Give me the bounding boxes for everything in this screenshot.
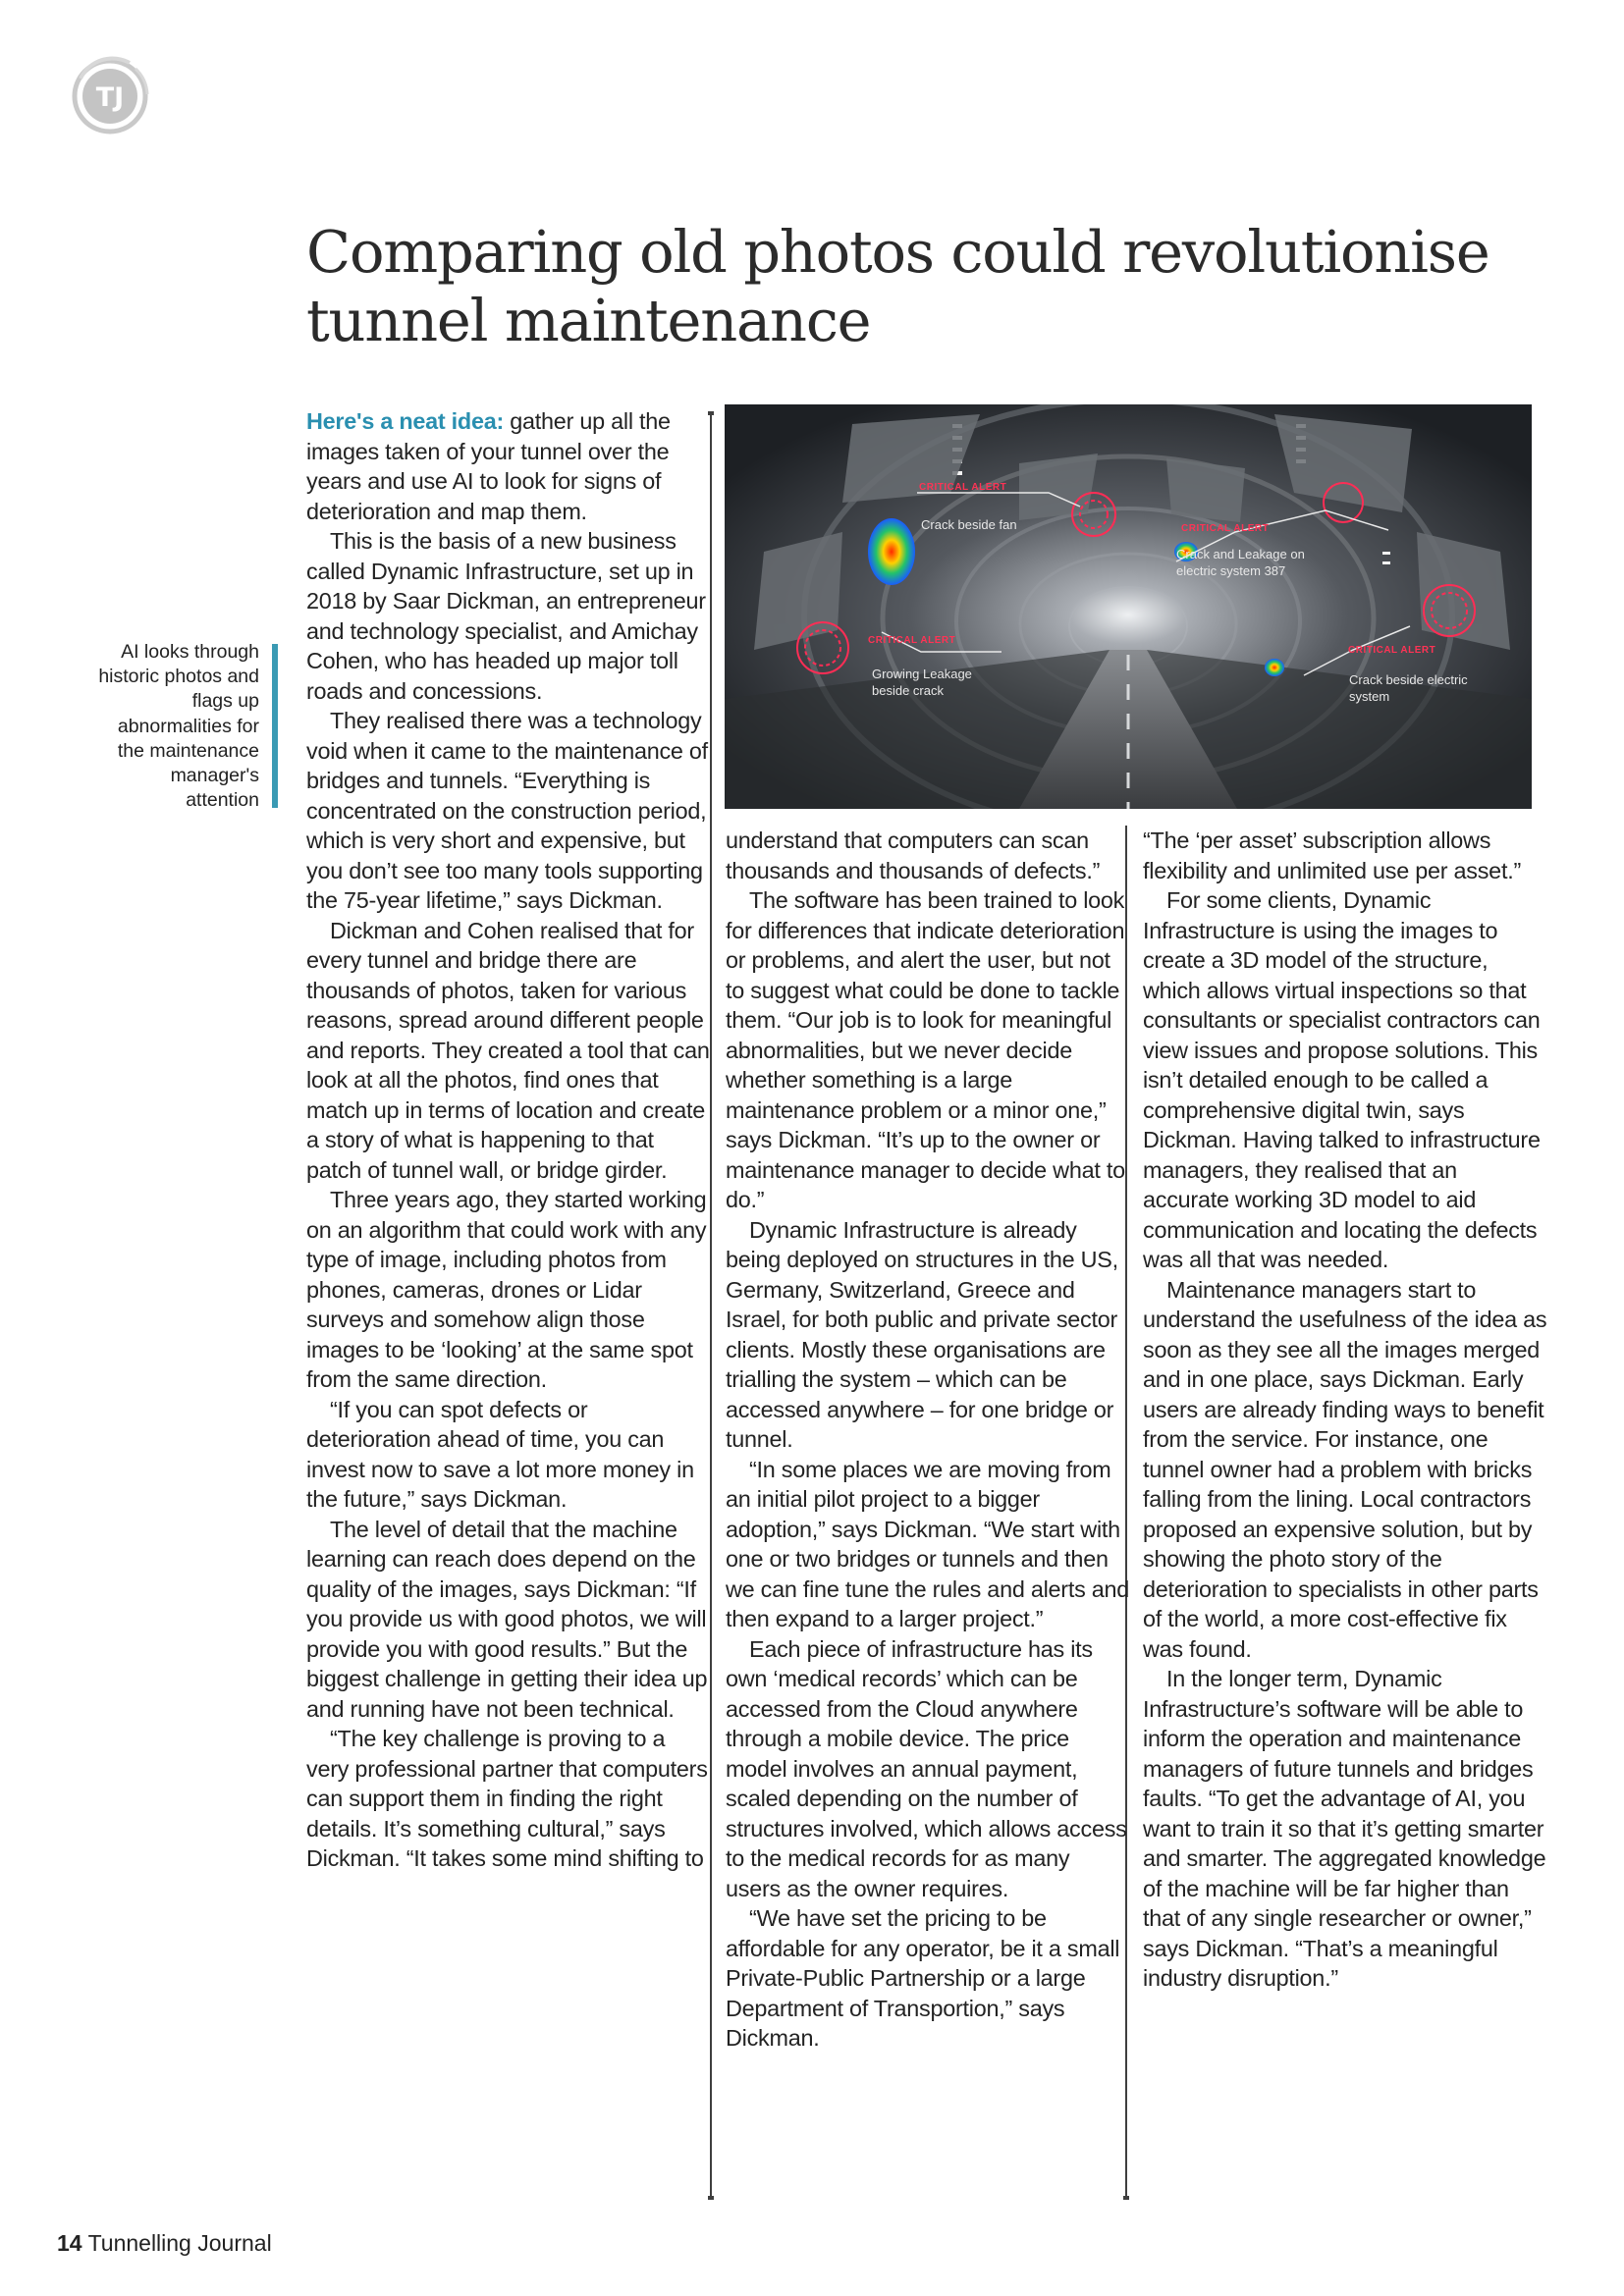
paragraph: “If you can spot defects or deterioration ahead of time, you can invest now to save a lot more money in the future,” says Dickman. bbox=[306, 1396, 694, 1512]
page-footer bbox=[57, 2230, 272, 2257]
paragraph: “The ‘per asset’ subscription allows flexibility and unlimited use per asset.” bbox=[1143, 828, 1521, 883]
alert-label: Crack beside electric system bbox=[1349, 672, 1468, 704]
paragraph: “We have set the pricing to be affordable for any operator, be it a small Private-Public Partnership or a large Department of Transportion,” says Dickman. bbox=[726, 1905, 1120, 2051]
paragraph: “In some places we are moving from an initial pilot project to a bigger adoption,” says Dickman. “We start with one or two bridges or tunnels and then we can fine tune the rules and alerts and then expand to a larger project.” bbox=[726, 1456, 1130, 1631]
paragraph: The level of detail that the machine learning can reach does depend on the quality of the images, says Dickman: “If you provide us with good photos, we will provide you with good results.” But the biggest challenge in getting their idea up and running have not been technical. bbox=[306, 1516, 708, 1722]
paragraph: Maintenance managers start to understand the usefulness of the idea as soon as they see all the images merged and in one place, says Dickman. Early users are already finding ways to benefit from the service. For instance, one tunnel owner had a problem with bricks falling from the lining. Local contractors proposed an expensive solution, but by showing the photo story of the deterioration to specialists in other parts of the world, a more cost-effective fix was found. bbox=[1143, 1276, 1547, 1662]
paragraph: They realised there was a technology void when it came to the maintenance of bridges and tunnels. “Everything is concentrated on the construction period, which is very short and expensive, but you don’t see too many tools supporting the 75-year lifetime,” says Dickman. bbox=[306, 708, 708, 913]
page-title: Comparing old photos could revolutionise tunnel maintenance bbox=[306, 218, 1489, 354]
paragraph: In the longer term, Dynamic Infrastructure’s software will be able to inform the operation and maintenance managers of future tunnels and bridges faults. “To get the advantage of AI, you want to train it so that it’s getting smarter and smarter. The aggregated knowledge of the machine will be far higher than that of any single researcher or owner,” says Dickman. “That’s a meaningful industry disruption.” bbox=[1143, 1666, 1546, 1991]
publication-name: Tunnelling Journal bbox=[87, 2230, 272, 2256]
rule-cap bbox=[1123, 2196, 1129, 2200]
journal-logo bbox=[71, 49, 153, 141]
sidebar-caption: AI looks through historic photos and flags up abnormalities for the maintenance manager's attention bbox=[98, 641, 259, 812]
alert-label: Crack and Leakage on electric system 387 bbox=[1176, 547, 1305, 578]
alert-tag: CRITICAL ALERT bbox=[1348, 645, 1436, 656]
paragraph: For some clients, Dynamic Infrastructure is using the images to create a 3D model of the structure, which allows virtual inspections so that consultants or specialist contractors can view issues and propose solutions. This isn’t detailed enough to be called a comprehensive digital twin, says Dickman. Having talked to infrastructure managers, they realised that an accurate working 3D model to aid communication and locating the defects was all that was needed. bbox=[1143, 887, 1541, 1272]
paragraph: The software has been trained to look for differences that indicate deterioration or problems, and alert the user, but not to suggest what could be done to tackle them. “Our job is to look for meaningful abnormalities, but we never decide whether something is a large maintenance problem or a minor one,” says Dickman. “It’s up to the owner or maintenance manager to decide what to do.” bbox=[726, 887, 1125, 1212]
alert-label: Growing Leakage beside crack bbox=[872, 667, 972, 698]
page-number: 14 bbox=[57, 2230, 82, 2256]
rule-cap bbox=[708, 2196, 714, 2200]
lead-paragraph bbox=[306, 406, 711, 526]
tunnel-photo bbox=[725, 404, 1532, 809]
sidebar-accent-bar bbox=[272, 644, 278, 808]
alert-tag: CRITICAL ALERT bbox=[868, 635, 956, 646]
alert-tag: CRITICAL ALERT bbox=[1181, 523, 1270, 534]
paragraph: Dickman and Cohen realised that for every tunnel and bridge there are thousands of photos, taken for various reasons, spread around different people and reports. They created a tool that can look at all the photos, find ones that match up in terms of location and create a story of what is happening to that patch of tunnel wall, or bridge girder. bbox=[306, 917, 710, 1183]
alert-label: Crack beside fan bbox=[921, 517, 1017, 532]
paragraph: This is the basis of a new business called Dynamic Infrastructure, set up in 2018 by Saar Dickman, an entrepreneur and technology specialist, and Amichay Cohen, who has headed up major toll roads and concessions. bbox=[306, 528, 706, 704]
paragraph: Dynamic Infrastructure is already being deployed on structures in the US, Germany, Switzerland, Greece and Israel, for both public and private sector clients. Mostly these organisations are trialling the system – which can be accessed anywhere – for one bridge or tunnel. bbox=[726, 1216, 1118, 1452]
lead-text: gather up all the images taken of your tunnel over the years and use AI to look for signs of deterioration and map them. bbox=[306, 408, 671, 524]
lead-in: Here's a neat idea: bbox=[306, 408, 505, 434]
tj-logo-icon bbox=[71, 49, 153, 141]
article-column-1 bbox=[306, 406, 711, 1874]
paragraph: Each piece of infrastructure has its own ‘medical records’ which can be accessed from the Cloud anywhere through a mobile device. The price model involves an annual payment, scaled depending on the number of structures involved, which allows access to the medical records for as many users as the owner requires. bbox=[726, 1635, 1127, 1901]
article-column-3 bbox=[1143, 826, 1547, 1994]
paragraph: Three years ago, they started working on an algorithm that could work with any type of image, including photos from phones, cameras, drones or Lidar surveys and somehow align those images to be ‘looking’ at the same spot from the same direction. bbox=[306, 1187, 707, 1392]
article-column-2 bbox=[726, 826, 1130, 2054]
tunnel-illustration bbox=[725, 404, 1532, 809]
logo-text: TJ bbox=[95, 82, 125, 113]
alert-tag: CRITICAL ALERT bbox=[919, 482, 1007, 493]
paragraph: understand that computers can scan thousands and thousands of defects.” bbox=[726, 828, 1101, 883]
paragraph: “The key challenge is proving to a very professional partner that computers can support them in finding the right details. It’s something cultural,” says Dickman. “It takes some mind shifting to bbox=[306, 1726, 708, 1871]
